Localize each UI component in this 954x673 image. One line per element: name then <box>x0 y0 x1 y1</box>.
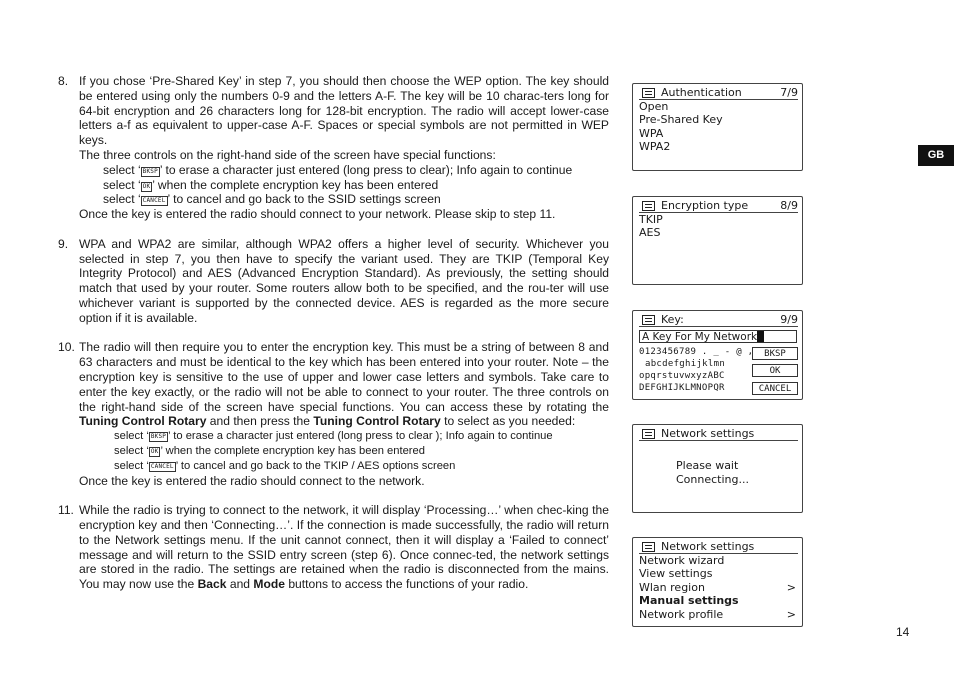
menu-option-wpa2[interactable]: WPA2 <box>639 140 671 154</box>
encryption-type-screen <box>632 196 803 285</box>
ok-button[interactable]: OK <box>752 364 798 377</box>
menu-option-tkip[interactable]: TKIP <box>639 213 663 226</box>
text-cursor <box>757 331 764 342</box>
connecting-screen <box>632 424 803 513</box>
screen-title-bar: Authentication 7/9 <box>639 86 798 100</box>
step-10 <box>58 340 609 488</box>
chevron-right-icon: > <box>786 607 796 621</box>
select-line: select ‘ OK ’ when the complete encryption key has been entered <box>114 444 425 457</box>
menu-icon <box>642 315 655 325</box>
cancel-key-icon: CANCEL <box>142 197 166 205</box>
cancel-key-icon: CANCEL <box>150 462 174 470</box>
menu-icon <box>642 88 655 98</box>
menu-option-pre-shared-key[interactable]: Pre-Shared Key <box>639 113 723 127</box>
step-9 <box>58 237 609 326</box>
menu-option-manual-settings[interactable]: Manual settings <box>639 594 739 608</box>
menu-option-open[interactable]: Open <box>639 100 669 113</box>
cancel-button[interactable]: CANCEL <box>752 382 798 395</box>
menu-option-wlan-region[interactable]: Wlan region > <box>639 580 796 594</box>
ok-key-icon: OK <box>142 182 151 190</box>
select-line: select ‘ CANCEL ’ to cancel and go back to the SSID settings screen <box>103 192 441 207</box>
bksp-button[interactable]: BKSP <box>752 347 798 360</box>
bksp-key-icon: BKSP <box>150 433 167 441</box>
menu-option-aes[interactable]: AES <box>639 226 661 240</box>
step-number: 9. <box>58 236 69 251</box>
menu-icon <box>642 429 655 439</box>
select-line: select ‘ BKSP ’ to erase a character just entered (long press to clear ); Info again to continue <box>114 430 553 443</box>
paragraph: While the radio is trying to connect to the network, it will display ‘Processing…’ when chec-king the encryption key and then ‘Connecting…’. If the connection is made successfully, the radio will return to the Network settings menu. If the unit cannot connect, then it will display a ‘Failed to connect’ message and will return to the SSID entry screen (step 6). Once connec-ted, the network settings are stored in the radio. The settings are retained when the radio is disconnected from the mains. You may now use the Back and Mode buttons to access the functions of your radio. <box>79 503 609 592</box>
language-tab: GB <box>918 145 954 166</box>
paragraph: The three controls on the right-hand side of the screen have special functions: <box>79 147 496 162</box>
step-11 <box>58 503 609 592</box>
step-number: 8. <box>58 74 69 88</box>
select-line: select ‘ OK ’ when the complete encryption key has been entered <box>103 177 439 192</box>
step-number: 11. <box>58 503 74 518</box>
menu-icon <box>642 542 655 552</box>
char-row-3[interactable]: opqrstuvwxyzABC <box>639 371 725 381</box>
select-line: select ‘ CANCEL ’ to cancel and go back to the TKIP / AES options screen <box>114 459 456 472</box>
menu-option-view-settings[interactable]: View settings <box>639 567 713 581</box>
item-count: 8/9 <box>780 199 798 212</box>
step-number: 10. <box>58 340 75 355</box>
chevron-right-icon: > <box>786 580 796 594</box>
menu-option-network-profile[interactable]: Network profile > <box>639 607 796 621</box>
paragraph: If you chose ‘Pre-Shared Key’ in step 7, you should then choose the WEP option. The key should be entered using only the numbers 0-9 and the letters A-F. The key will be 10 charac-ters long for 64-bit encryption and 26 characters long for 128-bit encryption. The radio will accept lower-case letters a-f as equivalent to upper-case A-F. Spaces or special symbols are not permitted in WEP keys. <box>79 74 609 148</box>
step-8 <box>58 74 609 222</box>
screen-title-bar: Encryption type 8/9 <box>639 199 798 213</box>
char-row-2[interactable]: abcdefghijklmn <box>645 359 726 369</box>
menu-icon <box>642 201 655 211</box>
menu-option-network-wizard[interactable]: Network wizard <box>639 554 725 567</box>
instructions-text <box>58 74 609 607</box>
screen-title-bar: Network settings <box>639 427 798 441</box>
authentication-screen <box>632 83 803 171</box>
paragraph: WPA and WPA2 are similar, although WPA2 offers a higher level of security. Whichever you selected in step 7, you then have to specify the variant used. They are TKIP (Temporal Key Integrity Protocol) and AES (Advanced Encryption Standard). As previously, the setting should match that used by your router. Some routers allow both to be specified, and the rou-ter will use whichever variant is supported by the connected device. AES is regarded as the more secure option if it is available. <box>79 236 609 325</box>
paragraph: The radio will then require you to enter the encryption key. This must be a string of between 8 and 63 characters and must be identical to the key which has been entered into your router. Note – the encryption key is sensitive to the use of upper and lower case letters and symbols. Take care to enter the key exactly, or the radio will not be able to connect to your router. The three controls on the right-hand side of the screen have special functions. You can access these by rotating the Tuning Control Rotary and then press the Tuning Control Rotary to select as you needed: <box>79 340 609 429</box>
menu-option-wpa[interactable]: WPA <box>639 126 664 140</box>
ok-key-icon: OK <box>150 447 159 455</box>
item-count: 9/9 <box>780 313 798 326</box>
paragraph: Once the key is entered the radio should connect to your network. Please skip to step 11. <box>79 207 556 222</box>
select-line: select ‘ BKSP ’ to erase a character just entered (long press to clear); Info again to continue <box>103 162 573 177</box>
page-number: 14 <box>896 625 910 639</box>
connecting-text: Connecting... <box>676 473 749 486</box>
screen-title-bar: Network settings <box>639 540 798 554</box>
item-count: 7/9 <box>780 86 798 99</box>
paragraph: Once the key is entered the radio should connect to the network. <box>79 473 425 488</box>
network-settings-screen <box>632 537 803 627</box>
key-input[interactable]: A Key For My Network <box>639 330 797 343</box>
screen-title-bar: Key: 9/9 <box>639 313 798 327</box>
char-row-1[interactable]: 0123456789 . _ - @ , <box>639 347 754 357</box>
key-entry-screen <box>632 310 803 400</box>
please-wait-text: Please wait <box>676 459 739 472</box>
char-row-4[interactable]: DEFGHIJKLMNOPQR <box>639 383 725 393</box>
bksp-key-icon: BKSP <box>142 167 158 175</box>
